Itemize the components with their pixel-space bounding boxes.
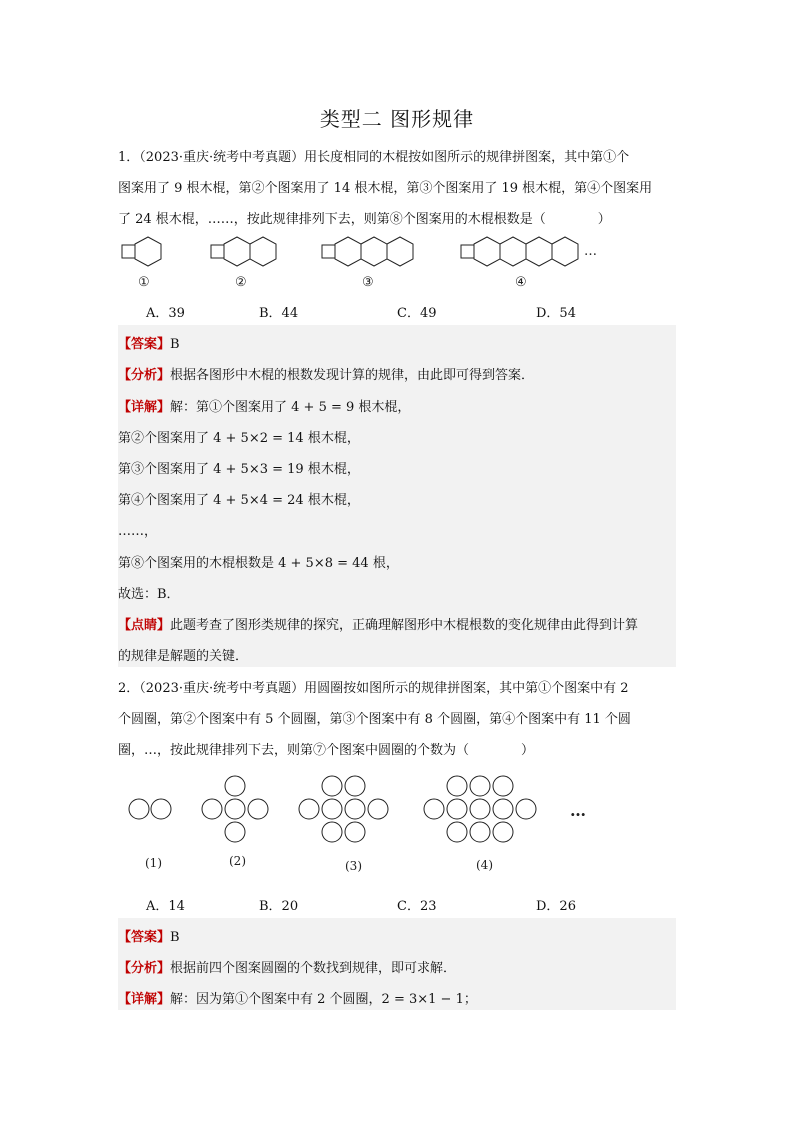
q1-comment-tag: 【点睛】: [118, 618, 171, 633]
q1-analysis: [118, 364, 534, 383]
q1-figure-label-3: ③: [362, 275, 374, 290]
q1-option-d: D．54: [536, 306, 576, 321]
q1-figure-ellipsis: …: [584, 244, 597, 259]
q2-option-b: B．20: [259, 899, 299, 914]
q1-pattern-4: [461, 237, 578, 266]
q1-answer: [118, 333, 180, 352]
q2-answer-tag: 【答案】: [118, 930, 171, 945]
q1-stem-line-1: 1．（2023·重庆·统考中考真题）用长度相同的木棍按如图所示的规律拼图案，其中第①个: [118, 150, 630, 165]
q2-pattern-1: [129, 799, 171, 819]
q1-figure-label-2: ②: [235, 275, 247, 290]
q2-answer-value: B: [170, 930, 180, 945]
q2-figure-label-4: (4): [476, 858, 493, 872]
q1-detail-line-1: [118, 396, 410, 415]
q2-figure-label-1: (1): [145, 856, 162, 870]
q2-option-c: C．23: [397, 899, 437, 914]
q2-figure-ellipsis: …: [570, 801, 586, 820]
q1-detail-line-2: 第②个图案用了 4 + 5×2 = 14 根木棍，: [118, 431, 360, 446]
q1-figure: [118, 234, 618, 294]
q1-comment-line-2: 的规律是解题的关键．: [118, 649, 249, 664]
q2-pattern-3: [299, 776, 388, 842]
q1-figure-label-1: ①: [138, 275, 150, 290]
q1-detail-line-3: 第③个图案用了 4 + 5×3 = 19 根木棍，: [118, 462, 360, 477]
q1-analysis-tag: 【分析】: [118, 368, 171, 383]
q1-answer-tag: 【答案】: [118, 337, 171, 352]
q2-option-d: D．26: [536, 899, 576, 914]
q1-comment-line-1: [118, 614, 638, 633]
q2-stem-line-3: 圈，…，按此规律排列下去，则第⑦个图案中圆圈的个数为（ ）: [118, 743, 535, 758]
q1-option-b: B．44: [259, 306, 299, 321]
q1-pattern-2: [211, 237, 276, 266]
q1-figure-label-4: ④: [515, 275, 527, 290]
q1-detail-line-5: ……，: [118, 524, 158, 539]
q1-detail-line-7: 故选：B．: [118, 587, 180, 602]
q2-figure-label-3: (3): [345, 859, 362, 873]
q1-pattern-1: [122, 237, 161, 266]
q1-detail-tag: 【详解】: [118, 400, 171, 415]
q2-answer: [118, 926, 180, 945]
q2-analysis-tag: 【分析】: [118, 961, 171, 976]
q2-option-a: A．14: [146, 899, 185, 914]
q1-option-c: C．49: [397, 306, 437, 321]
q2-figure: [118, 766, 598, 878]
q2-detail: [118, 988, 477, 1007]
q2-figure-label-2: (2): [229, 854, 246, 868]
q1-analysis-text: 根据各图形中木棍的根数发现计算的规律，由此即可得到答案．: [170, 368, 535, 383]
page-title: 类型二 图形规律: [319, 107, 475, 131]
q1-stem-line-2: 图案用了 9 根木棍，第②个图案用了 14 根木棍，第③个图案用了 19 根木棍，第④个图案用: [118, 181, 653, 196]
q1-detail-text-1: 解：第①个图案用了 4 + 5 = 9 根木棍，: [170, 400, 411, 415]
q1-stem-line-3: 了 24 根木棍，……，按此规律排列下去，则第⑧个图案用的木棍根数是（ ）: [118, 212, 611, 227]
q1-option-a: A．39: [146, 306, 185, 321]
q2-stem-line-2: 个圆圈，第②个图案中有 5 个圆圈，第③个图案中有 8 个圆圈，第④个图案中有 11 个圆: [118, 712, 631, 727]
q2-analysis-text: 根据前四个图案圆圈的个数找到规律，即可求解．: [170, 961, 457, 976]
q1-answer-value: B: [170, 337, 180, 352]
q2-pattern-4: [424, 776, 536, 842]
q1-pattern-3: [322, 237, 413, 266]
q2-analysis: [118, 957, 456, 976]
q1-detail-line-4: 第④个图案用了 4 + 5×4 = 24 根木棍，: [118, 493, 360, 508]
q2-pattern-2: [202, 776, 268, 842]
q2-stem-line-1: 2．（2023·重庆·统考中考真题）用圆圈按如图所示的规律拼图案，其中第①个图案中有 2: [118, 681, 629, 696]
q1-detail-line-6: 第⑧个图案用的木棍根数是 4 + 5×8 = 44 根，: [118, 556, 399, 571]
q1-comment-text-1: 此题考查了图形类规律的探究，正确理解图形中木棍根数的变化规律由此得到计算: [170, 618, 639, 633]
q2-detail-tag: 【详解】: [118, 992, 171, 1007]
q2-detail-text: 解：因为第①个图案中有 2 个圆圈，2 = 3×1 − 1；: [170, 992, 477, 1007]
